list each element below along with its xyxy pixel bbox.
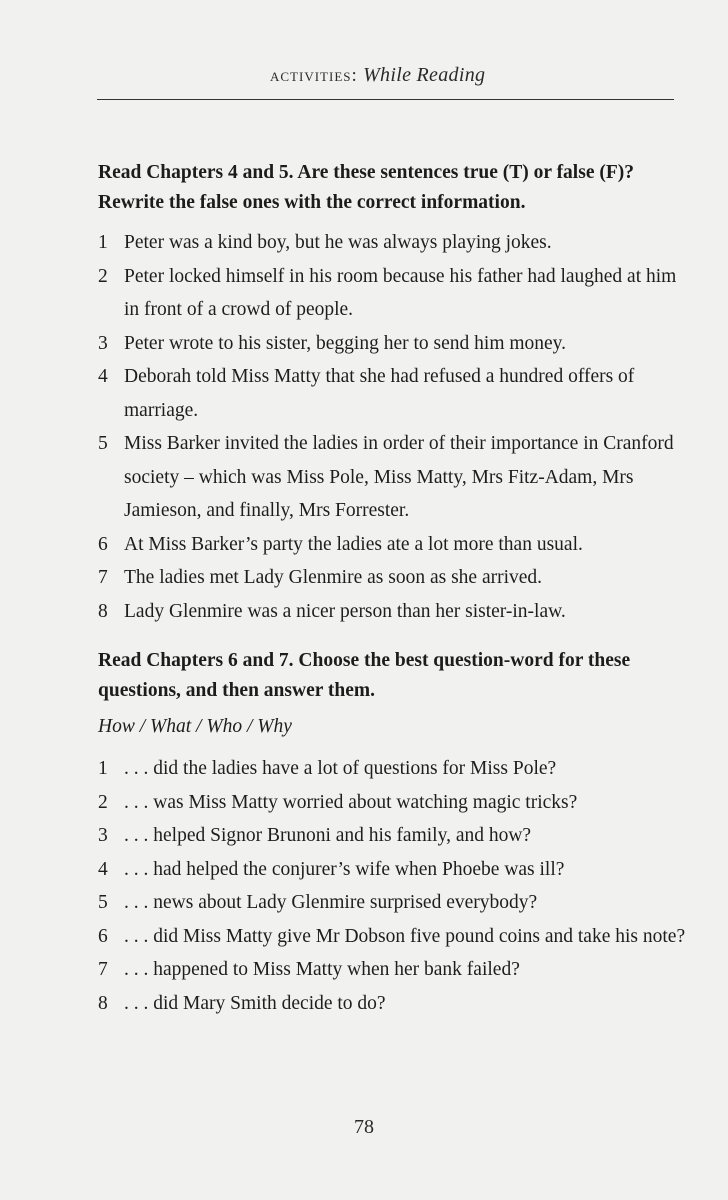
item-number: 2 [98, 791, 108, 813]
list-item [98, 819, 688, 853]
item-number: 2 [98, 265, 108, 287]
item-number: 7 [98, 567, 108, 588]
item-text: Lady Glenmire was a nicer person than her sister-in-law. [124, 600, 566, 622]
item-number: 6 [98, 925, 108, 947]
header-rule [97, 99, 674, 100]
item-number: 5 [98, 892, 108, 913]
list-item [98, 752, 688, 786]
item-number: 8 [98, 992, 108, 1014]
item-number: 3 [98, 825, 108, 846]
item-text: The ladies met Lady Glenmire as soon as she arrived. [124, 567, 543, 588]
list-item [98, 226, 688, 260]
item-text: . . . did the ladies have a lot of questions for Miss Pole? [124, 758, 557, 779]
item-number: 1 [98, 232, 108, 253]
exercise-2-instructions: Read Chapters 6 and 7. Choose the best question-word for these questions, and then answer them. [98, 650, 631, 701]
item-number: 8 [98, 600, 108, 622]
exercise-2-list [98, 752, 688, 1020]
list-item [98, 260, 688, 327]
header-section-label: activities: [270, 65, 358, 86]
running-header [270, 64, 485, 87]
item-number: 4 [98, 858, 108, 880]
item-text: Peter was a kind boy, but he was always playing jokes. [124, 232, 552, 253]
item-text: . . . was Miss Matty worried about watching magic tricks? [124, 791, 578, 813]
item-text: At Miss Barker’s party the ladies ate a lot more than usual. [124, 533, 583, 555]
exercise-true-false [98, 158, 688, 628]
item-number: 5 [98, 433, 108, 454]
exercise-1-instructions: Read Chapters 4 and 5. Are these sentences true (T) or false (F)? Rewrite the false ones with the correct information. [98, 162, 634, 213]
list-item [98, 987, 688, 1021]
item-text: . . . news about Lady Glenmire surprised everybody? [124, 892, 538, 913]
item-text: . . . had helped the conjurer’s wife when Phoebe was ill? [124, 858, 565, 880]
list-item [98, 528, 688, 562]
list-item [98, 920, 688, 954]
exercise-1-list [98, 226, 688, 628]
item-number: 3 [98, 332, 108, 354]
list-item [98, 360, 688, 427]
list-item [98, 595, 688, 629]
item-text: . . . did Mary Smith decide to do? [124, 992, 386, 1014]
list-item [98, 327, 688, 361]
exercise-question-words [98, 646, 688, 1020]
item-text: . . . helped Signor Brunoni and his family, and how? [124, 825, 532, 846]
list-item [98, 886, 688, 920]
list-item [98, 427, 688, 528]
item-text: . . . happened to Miss Matty when her bank failed? [124, 959, 520, 980]
header-section-title: While Reading [363, 64, 486, 86]
item-number: 4 [98, 366, 108, 387]
list-item [98, 853, 688, 887]
list-item [98, 786, 688, 820]
item-number: 1 [98, 758, 108, 779]
list-item [98, 953, 688, 987]
list-item [98, 561, 688, 595]
item-text: . . . did Miss Matty give Mr Dobson five pound coins and take his note? [124, 925, 686, 947]
question-word-options: How / What / Who / Why [98, 716, 292, 737]
item-number: 7 [98, 959, 108, 980]
item-text: Peter wrote to his sister, begging her to send him money. [124, 332, 567, 354]
page-number: 78 [354, 1116, 374, 1138]
item-text: Deborah told Miss Matty that she had refused a hundred offers of marriage. [124, 366, 635, 421]
item-number: 6 [98, 533, 108, 555]
item-text: Miss Barker invited the ladies in order of their importance in Cranford society – which was Miss Pole, Miss Matty, Mrs Fitz-Adam, Mrs Jamieson, and finally, Mrs Forrester. [124, 433, 674, 521]
item-text: Peter locked himself in his room because his father had laughed at him in front of a crowd of people. [124, 265, 677, 320]
